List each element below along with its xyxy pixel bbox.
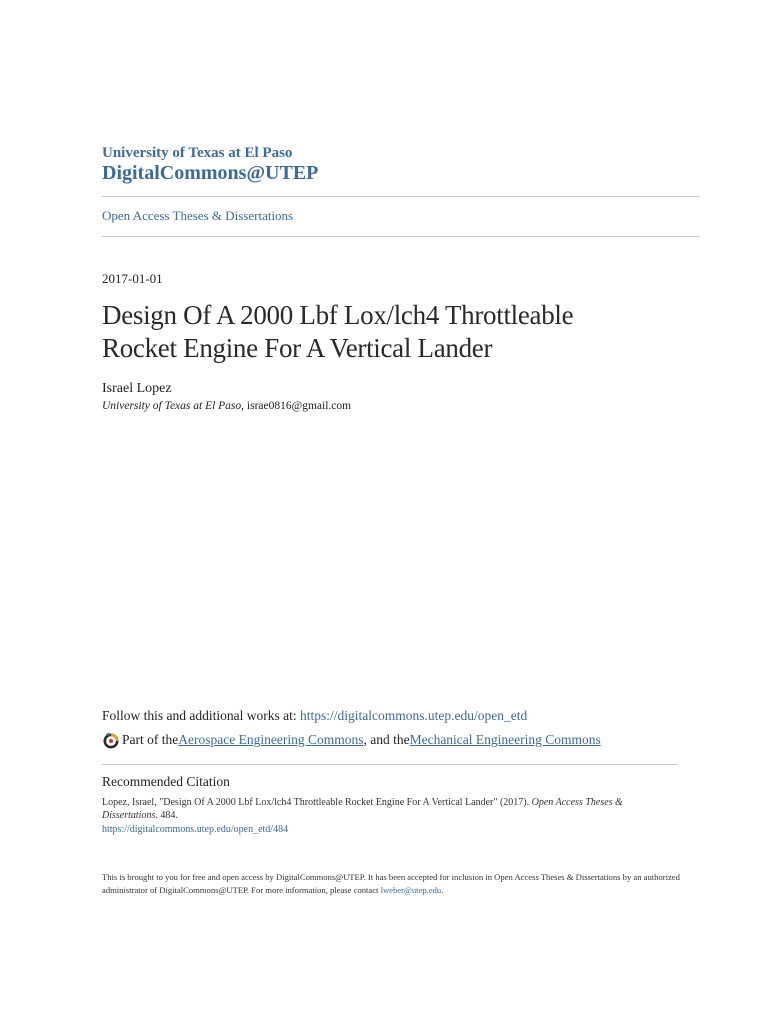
repository-link[interactable]: DigitalCommons@UTEP	[102, 162, 319, 184]
follow-url-link[interactable]: https://digitalcommons.utep.edu/open_etd	[300, 708, 528, 723]
citation-heading: Recommended Citation	[102, 774, 230, 789]
title-line-1: Design Of A 2000 Lbf Lox/lch4 Throttleable	[102, 300, 574, 330]
digital-commons-network-icon[interactable]	[102, 731, 120, 749]
institution-link[interactable]: University of Texas at El Paso	[102, 145, 293, 161]
citation-suffix: . 484.	[155, 810, 178, 821]
follow-label: Follow this and additional works at:	[102, 708, 300, 723]
follow-line	[102, 708, 527, 724]
footer-text: This is brought to you for free and open access by DigitalCommons@UTEP. It has been accepted for inclusion in Open Access Theses & Dissertations by an authorized administrator of DigitalCommons@UTEP. For more information, please contact	[102, 872, 680, 895]
part-of-line	[102, 731, 601, 749]
citation-url-link[interactable]: https://digitalcommons.utep.edu/open_etd/484	[102, 824, 289, 835]
collection-link[interactable]: Open Access Theses & Dissertations	[102, 208, 294, 223]
citation-prefix: Lopez, Israel, "Design Of A 2000 Lbf Lox/lch4 Throttleable Rocket Engine For A Vertical Lander" (2017).	[102, 797, 532, 808]
author-affiliation	[102, 400, 351, 412]
citation-text	[102, 796, 662, 822]
header-divider-top	[102, 196, 700, 197]
header-divider-bottom	[102, 236, 700, 237]
aerospace-commons-link[interactable]: Aerospace Engineering Commons	[178, 732, 364, 747]
document-title	[102, 299, 702, 365]
part-of-prefix: Part of the	[122, 732, 179, 747]
contact-email-link[interactable]: lweber@utep.edu	[380, 885, 442, 895]
citation-divider	[102, 764, 678, 765]
mechanical-commons-link[interactable]: Mechanical Engineering Commons	[409, 732, 601, 747]
footer-end: .	[441, 885, 444, 895]
author-name: Israel Lopez	[102, 381, 172, 396]
author-email: , israe0816@gmail.com	[241, 400, 352, 412]
footer-notice	[102, 871, 682, 897]
part-of-middle: , and the	[363, 732, 410, 747]
publication-date: 2017-01-01	[102, 271, 163, 286]
affiliation-institution: University of Texas at El Paso	[102, 400, 242, 412]
citation-series: Open Access Theses & Dissertations	[102, 797, 623, 821]
title-line-2: Rocket Engine For A Vertical Lander	[102, 333, 493, 363]
